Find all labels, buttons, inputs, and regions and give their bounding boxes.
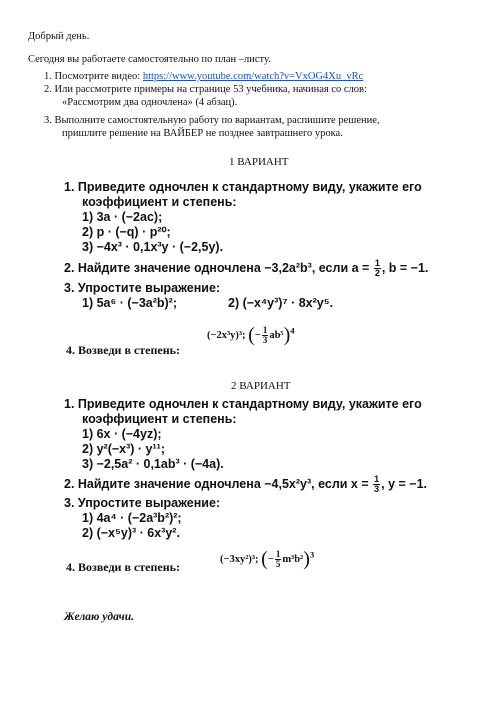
v2-task4-expr: (−3xy²)³; (− $\frac{1}{5}$ m³b²)$^3$: [220, 548, 315, 570]
plan-item-2-num: 2.: [44, 84, 52, 95]
v2-task2: [64, 475, 427, 494]
v2-task1-line1: 1. Приведите одночлен к стандартному виду, укажите его: [64, 397, 422, 411]
v1-task2-num: 1: [374, 258, 380, 268]
v2-task1-a: 1) 6x · (−4yz);: [82, 427, 162, 441]
plan-item-1-text: Посмотрите видео:: [54, 71, 143, 82]
v2-task4-fraction: [275, 550, 282, 569]
v1-task4-expr: (−2x³y)³; (− $\frac{1}{3}$ ab⁵)$^4$: [207, 324, 295, 346]
v1-task1-line2: коэффициент и степень:: [82, 195, 237, 209]
plan-item-3-num: 3.: [44, 115, 52, 126]
v1-task1-a: 1) 3a · (−2ac);: [82, 210, 163, 224]
video-link[interactable]: https://www.youtube.com/watch?v=VxOG4Xu_vRc: [142, 71, 364, 82]
v2-task2-num: 1: [374, 474, 380, 484]
plan-item-3-line2: пришлите решение на ВАЙБЕР не позднее завтрашнего урока.: [62, 128, 343, 139]
variant-2-title: 2 ВАРИАНТ: [231, 380, 291, 392]
v1-task2-text: 2. Найдите значение одночлена −3,2a²b³, если a =: [64, 260, 370, 275]
v1-task4-pow: 4: [290, 325, 295, 336]
v1-task4-fraction: [262, 326, 269, 345]
v2-task4-num: 1: [275, 549, 281, 559]
v1-task3-a: 1) 5a⁶ · (−3a²b)²;: [82, 296, 178, 310]
plan-item-2-line1: Или рассмотрите примеры на странице 53 учебника, начиная со слов:: [54, 84, 367, 95]
plan-item-2: [44, 83, 367, 96]
v2-task2-text: 2. Найдите значение одночлена −4,5x²y³, если x =: [64, 476, 369, 491]
v2-task3-title: 3. Упростите выражение:: [64, 496, 221, 510]
plan-item-3-line1: Выполните самостоятельную работу по вариантам, распишите решение,: [54, 115, 380, 126]
greeting: Добрый день.: [28, 31, 90, 42]
v2-task2-tail: , y = −1.: [381, 476, 428, 491]
v2-task4-expr1: (−3xy²)³;: [220, 553, 259, 565]
v1-task1-b: 2) p · (−q) · p²⁰;: [82, 225, 171, 239]
v1-task1-line1: 1. Приведите одночлен к стандартному виду, укажите его: [64, 180, 422, 194]
variant-1-title: 1 ВАРИАНТ: [229, 156, 289, 168]
v2-task4-label: 4. Возведи в степень:: [66, 560, 180, 574]
v2-task1-b: 2) y²(−x³) · y¹¹;: [82, 442, 165, 456]
v1-task4-label: 4. Возведи в степень:: [66, 343, 180, 357]
plan-item-1-num: 1.: [44, 71, 52, 82]
v2-task2-den: 3: [374, 484, 380, 494]
v1-task4-num: 1: [262, 325, 268, 335]
v1-task4-tail: ab⁵: [269, 329, 284, 341]
v1-task2-fraction: [374, 259, 381, 278]
v1-task4-den: 3: [262, 335, 268, 345]
v2-task4-pow: 3: [309, 549, 315, 560]
v1-task4-expr1: (−2x³y)³;: [207, 329, 246, 341]
v1-task3-title: 3. Упростите выражение:: [64, 281, 221, 295]
wish-text: Желаю удачи.: [64, 611, 134, 623]
v2-task1-c: 3) −2,5a² · 0,1ab³ · (−4a).: [82, 457, 224, 471]
intro-text: Сегодня вы работаете самостоятельно по план –листу.: [28, 54, 271, 65]
v1-task1-c: 3) −4x³ · 0,1x³y · (−2,5y).: [82, 240, 224, 254]
v1-task4-rparen: ): [283, 324, 291, 346]
v2-task4-tail: m³b²: [282, 553, 304, 565]
v2-task4-den: 5: [275, 559, 281, 569]
v1-task4-lparen: (: [248, 324, 255, 346]
v2-task2-fraction: [373, 475, 380, 494]
v2-task3-a: 1) 4a⁴ · (−2a³b²)²;: [82, 511, 182, 525]
v2-task3-b: 2) (−x⁵y)³ · 6x³y².: [82, 526, 180, 540]
plan-item-2-line2: «Рассмотрим два одночлена» (4 абзац).: [62, 97, 238, 108]
plan-item-1: [44, 70, 363, 83]
v2-task1-line2: коэффициент и степень:: [82, 412, 237, 426]
v1-task2-den: 2: [374, 268, 380, 278]
v2-task4-lparen: (: [261, 548, 268, 570]
plan-item-3: [44, 114, 380, 127]
v1-task2-tail: , b = −1.: [381, 260, 429, 275]
v2-task4-rparen: ): [303, 548, 310, 570]
v1-task3-b: 2) (−x⁴y³)⁷ · 8x²y⁵.: [228, 296, 334, 310]
v1-task2: [64, 259, 428, 278]
